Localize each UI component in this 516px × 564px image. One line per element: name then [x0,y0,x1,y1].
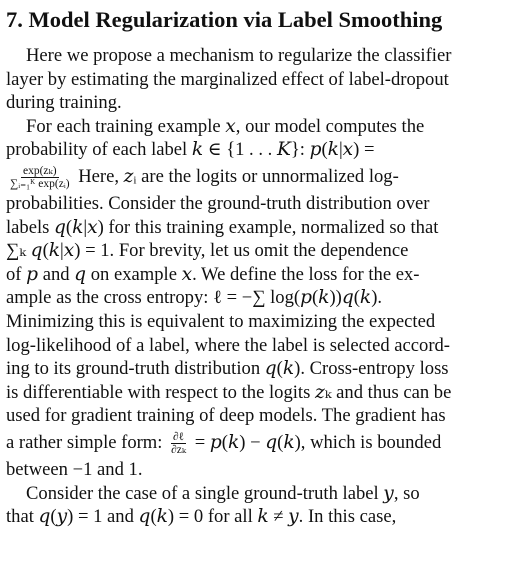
text-line: ∑ₖ 𝑞(𝑘|𝑥) = 1. For brevity, let us omit the dependence [6,240,409,262]
text-line: log-likelihood of a label, where the label is selected accord- [6,334,450,356]
softmax-fraction [8,165,72,190]
text-line-with-gradient [6,428,508,458]
gradient-numerator: ∂ℓ [173,431,185,444]
text-span: Here, 𝑧ᵢ are the logits or unnormalized log- [78,165,399,187]
text-span: a rather simple form: [6,431,163,453]
gradient-fraction [169,431,188,456]
text-line: that 𝑞(𝑦) = 1 and 𝑞(𝑘) = 0 for all 𝑘 ≠ 𝑦. In this case, [6,506,397,528]
text-line: used for gradient training of deep models. The gradient has [6,405,446,427]
text-line-with-fraction [6,162,508,192]
text-line: probability of each label 𝑘 ∈ {1 . . . 𝐾}: 𝑝(𝑘|𝑥) = [6,139,375,161]
paragraph-loss [6,115,508,482]
paragraph-single-label [6,482,508,529]
gradient-denominator: ∂zₖ [171,444,187,457]
softmax-denominator: ∑ᵢ₌₁ᴷ exp(zᵢ) [10,178,70,191]
text-line: Minimizing this is equivalent to maximizing the expected [6,310,436,332]
text-line: of 𝑝 and 𝑞 on example 𝑥. We define the loss for the ex- [6,263,420,285]
text-line: For each training example 𝑥, our model computes the [26,115,425,137]
text-line: is differentiable with respect to the logits 𝑧ₖ and thus can be [6,381,452,403]
text-line: labels 𝑞(𝑘|𝑥) for this training example, normalized so that [6,216,439,238]
text-line: ample as the cross entropy: ℓ = −∑ log(𝑝(𝑘))𝑞(𝑘). [6,287,383,309]
text-line: Consider the case of a single ground-truth label 𝑦, so [26,482,420,504]
text-line: layer by estimating the marginalized effect of label-dropout [6,68,449,90]
text-line: between −1 and 1. [6,458,143,480]
section-title: 7. Model Regularization via Label Smoothing [6,7,443,32]
text-line: during training. [6,92,122,114]
text-line: Here we propose a mechanism to regularize the classifier [26,45,452,66]
text-line: probabilities. Consider the ground-truth distribution over [6,192,430,214]
text-span: = 𝑝(𝑘) − 𝑞(𝑘), which is bounded [194,431,442,453]
softmax-numerator: exp(zₖ) [23,165,57,178]
text-line: ing to its ground-truth distribution 𝑞(𝑘). Cross-entropy loss [6,358,449,380]
paragraph-intro [6,44,508,115]
